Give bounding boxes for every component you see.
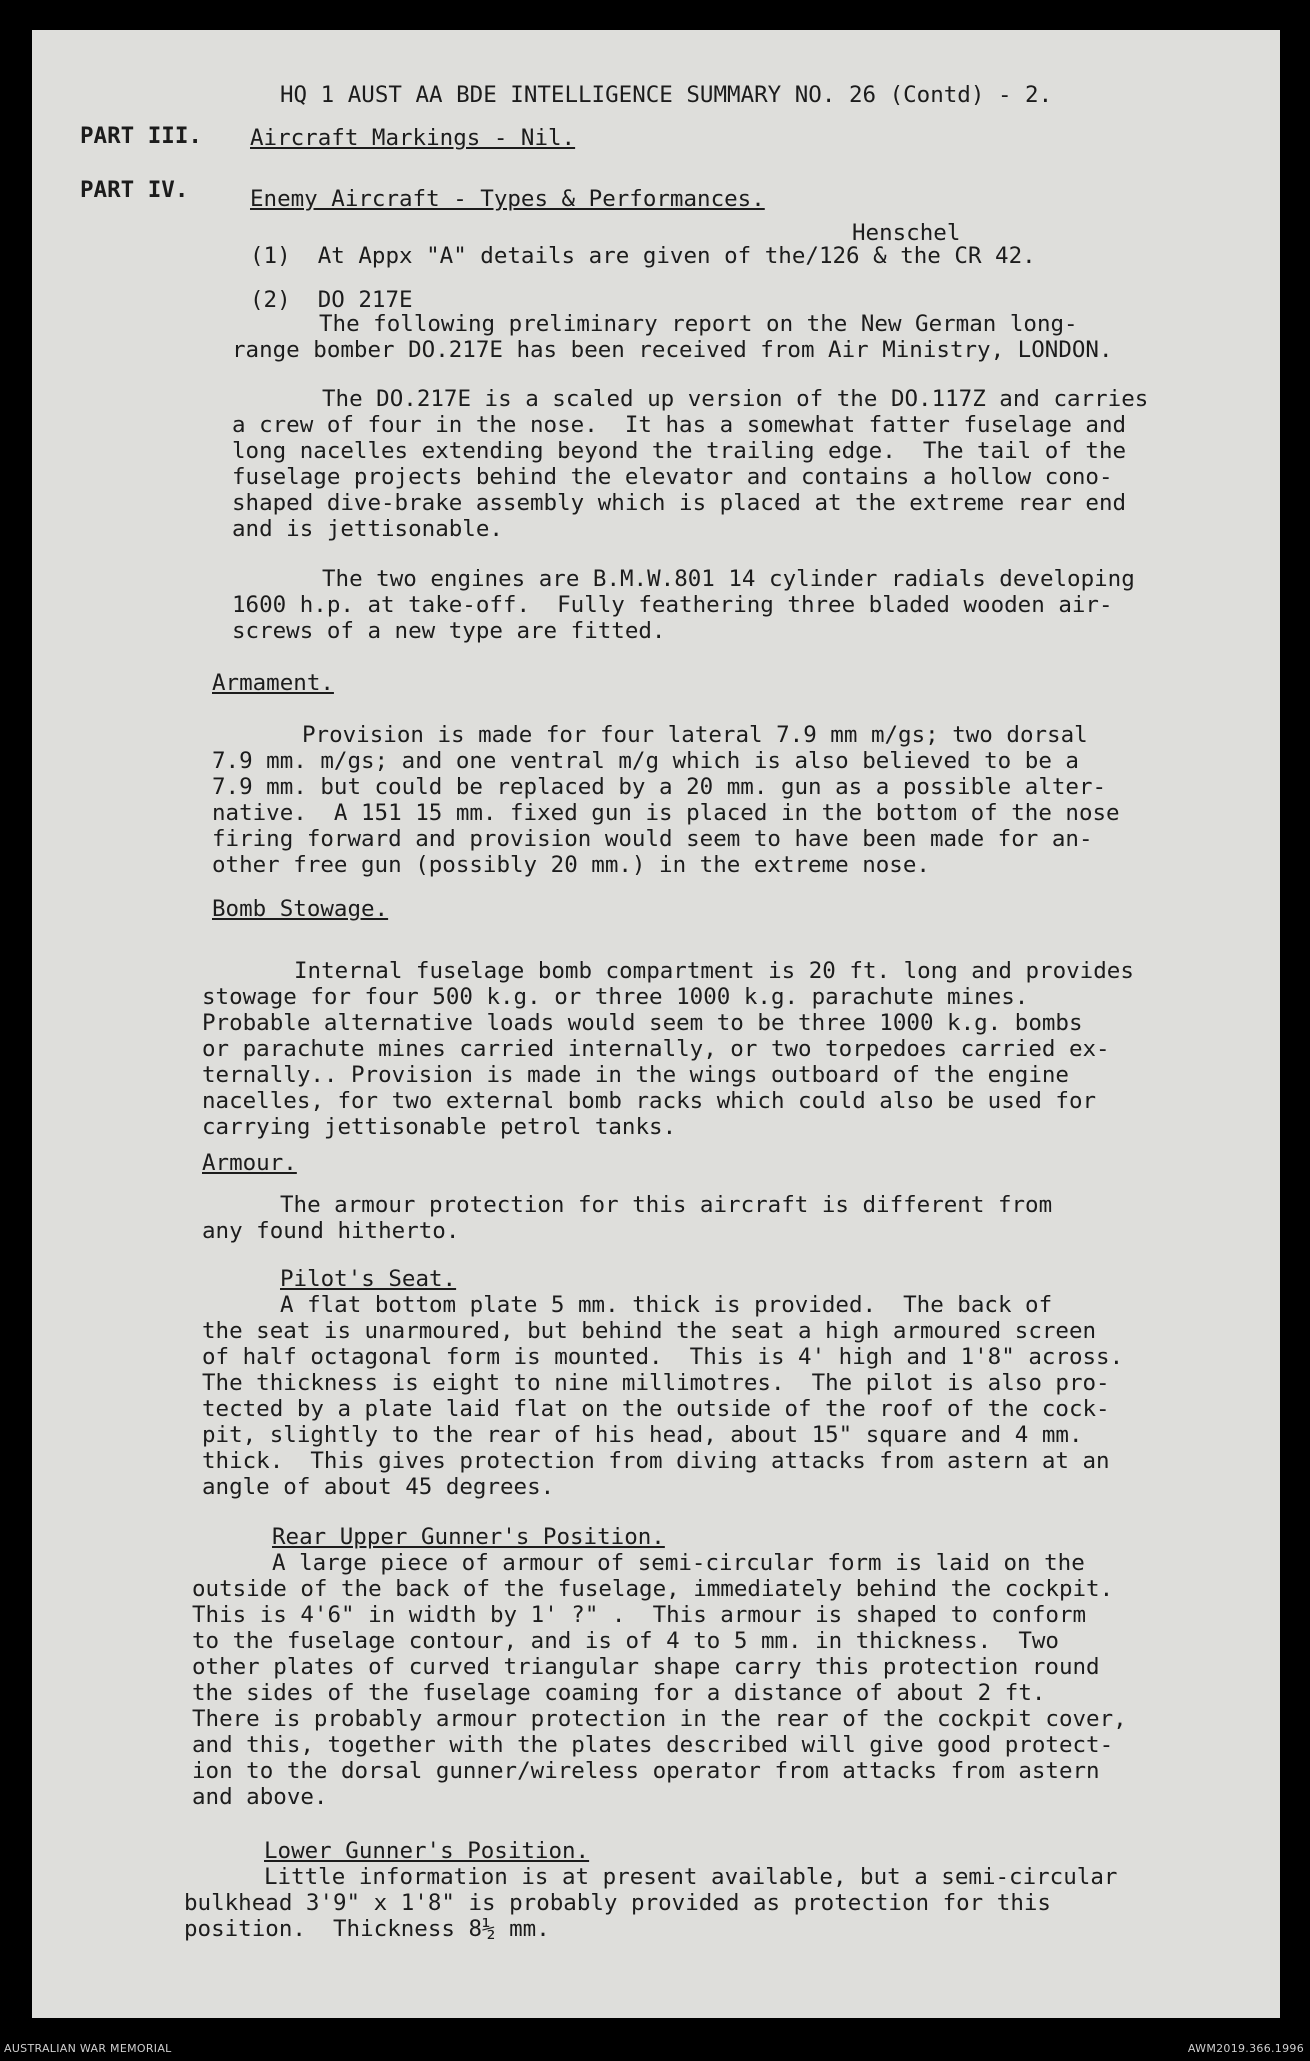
bomb-stowage-line: ternally.. Provision is made in the wings outboard of the engine [202, 1062, 1069, 1088]
rear-gunner-line: and above. [192, 1784, 328, 1810]
rear-gunner-line: the sides of the fuselage coaming for a distance of about 2 ft. [192, 1680, 1046, 1706]
pilot-seat-line: of half octagonal form is mounted. This is 4' high and 1'8" across. [202, 1344, 1124, 1370]
para-2-line: 1600 h.p. at take-off. Fully feathering three bladed wooden air- [232, 592, 1113, 618]
item-1-insert: Henschel [852, 220, 961, 246]
armament-line: native. A 151 15 mm. fixed gun is placed in the bottom of the nose [212, 800, 1120, 826]
rear-gunner-line: other plates of curved triangular shape carry this protection round [192, 1654, 1100, 1680]
bomb-stowage-line: stowage for four 500 k.g. or three 1000 k.g. parachute mines. [202, 984, 1029, 1010]
rear-gunner-line: to the fuselage contour, and is of 4 to 5 mm. in thickness. Two [192, 1628, 1059, 1654]
para-1-line: shaped dive-brake assembly which is placed at the extreme rear end [232, 490, 1127, 516]
bomb-stowage-line: Probable alternative loads would seem to be three 1000 k.g. bombs [202, 1010, 1083, 1036]
lower-gunner-line: Little information is at present available, but a semi-circular [264, 1864, 1118, 1890]
armament-heading: Armament. [212, 670, 334, 696]
lower-gunner-line: position. Thickness 8½ mm. [184, 1916, 550, 1942]
pilot-seat-line: angle of about 45 degrees. [202, 1474, 555, 1500]
rear-gunner-line: A large piece of armour of semi-circular form is laid on the [272, 1550, 1085, 1576]
pilot-seat-line: pit, slightly to the rear of his head, about 15" square and 4 mm. [202, 1422, 1083, 1448]
bomb-stowage-line: Internal fuselage bomb compartment is 20 ft. long and provides [294, 958, 1134, 984]
document-header: HQ 1 AUST AA BDE INTELLIGENCE SUMMARY NO. 26 (Contd) - 2. [280, 82, 1053, 108]
part-3-title: Aircraft Markings - Nil. [250, 125, 576, 151]
armour-heading: Armour. [202, 1150, 297, 1176]
pilot-seat-line: The thickness is eight to nine millimotres. The pilot is also pro- [202, 1370, 1110, 1396]
lower-gunner-line: bulkhead 3'9" x 1'8" is probably provided as protection for this [184, 1890, 1051, 1916]
armament-line: other free gun (possibly 20 mm.) in the extreme nose. [212, 852, 930, 878]
armament-line: firing forward and provision would seem to have been made for an- [212, 826, 1093, 852]
pilot-seat-line: the seat is unarmoured, but behind the seat a high armoured screen [202, 1318, 1097, 1344]
pilot-seat-line: thick. This gives protection from diving attacks from astern at an [202, 1448, 1110, 1474]
part-4-label: PART IV. [80, 177, 189, 203]
bomb-stowage-line: carrying jettisonable petrol tanks. [202, 1114, 677, 1140]
pilot-seat-line: A flat bottom plate 5 mm. thick is provided. The back of [280, 1292, 1053, 1318]
para-1-line: fuselage projects behind the elevator and contains a hollow cono- [232, 464, 1113, 490]
pilot-seat-heading: Pilot's Seat. [280, 1266, 457, 1292]
armour-line: The armour protection for this aircraft is different from [280, 1192, 1053, 1218]
rear-gunner-line: This is 4'6" in width by 1' ?" . This armour is shaped to conform [192, 1602, 1087, 1628]
pilot-seat-line: tected by a plate laid flat on the outside of the roof of the cock- [202, 1396, 1110, 1422]
rear-gunner-line: and this, together with the plates described will give good protect- [192, 1732, 1114, 1758]
para-1-line: and is jettisonable. [232, 516, 503, 542]
item-2-line: range bomber DO.217E has been received from Air Ministry, LONDON. [232, 337, 1113, 363]
bomb-stowage-line: nacelles, for two external bomb racks which could also be used for [202, 1088, 1097, 1114]
part-3-label: PART III. [80, 123, 202, 149]
item-1-text: (1) At Appx "A" details are given of the/126 & the CR 42. [250, 243, 1036, 269]
rear-gunner-heading: Rear Upper Gunner's Position. [272, 1524, 665, 1550]
item-2-line: The following preliminary report on the New German long- [319, 311, 1078, 337]
para-1-line: The DO.217E is a scaled up version of the DO.117Z and carries [322, 386, 1149, 412]
armament-line: 7.9 mm. m/gs; and one ventral m/g which is also believed to be a [212, 748, 1079, 774]
armament-line: 7.9 mm. but could be replaced by a 20 mm. gun as a possible alter- [212, 774, 1107, 800]
para-1-line: long nacelles extending beyond the trailing edge. The tail of the [232, 438, 1127, 464]
item-2-heading: (2) DO 217E [250, 287, 413, 313]
para-2-line: screws of a new type are fitted. [232, 618, 666, 644]
lower-gunner-heading: Lower Gunner's Position. [264, 1838, 590, 1864]
bomb-stowage-heading: Bomb Stowage. [212, 896, 389, 922]
rear-gunner-line: outside of the back of the fuselage, immediately behind the cockpit. [192, 1576, 1114, 1602]
para-1-line: a crew of four in the nose. It has a somewhat fatter fuselage and [232, 412, 1127, 438]
rear-gunner-line: ion to the dorsal gunner/wireless operator from attacks from astern [192, 1758, 1100, 1784]
armour-line: any found hitherto. [202, 1218, 460, 1244]
para-2-line: The two engines are B.M.W.801 14 cylinder radials developing [322, 566, 1135, 592]
bomb-stowage-line: or parachute mines carried internally, or two torpedoes carried ex- [202, 1036, 1110, 1062]
document-page [32, 30, 1280, 2018]
part-4-title: Enemy Aircraft - Types & Performances. [250, 186, 765, 212]
armament-line: Provision is made for four lateral 7.9 mm m/gs; two dorsal [302, 722, 1088, 748]
footer-accession-number: AWM2019.366.1996 [1187, 2042, 1304, 2055]
footer-source: AUSTRALIAN WAR MEMORIAL [4, 2042, 172, 2055]
rear-gunner-line: There is probably armour protection in the rear of the cockpit cover, [192, 1706, 1127, 1732]
